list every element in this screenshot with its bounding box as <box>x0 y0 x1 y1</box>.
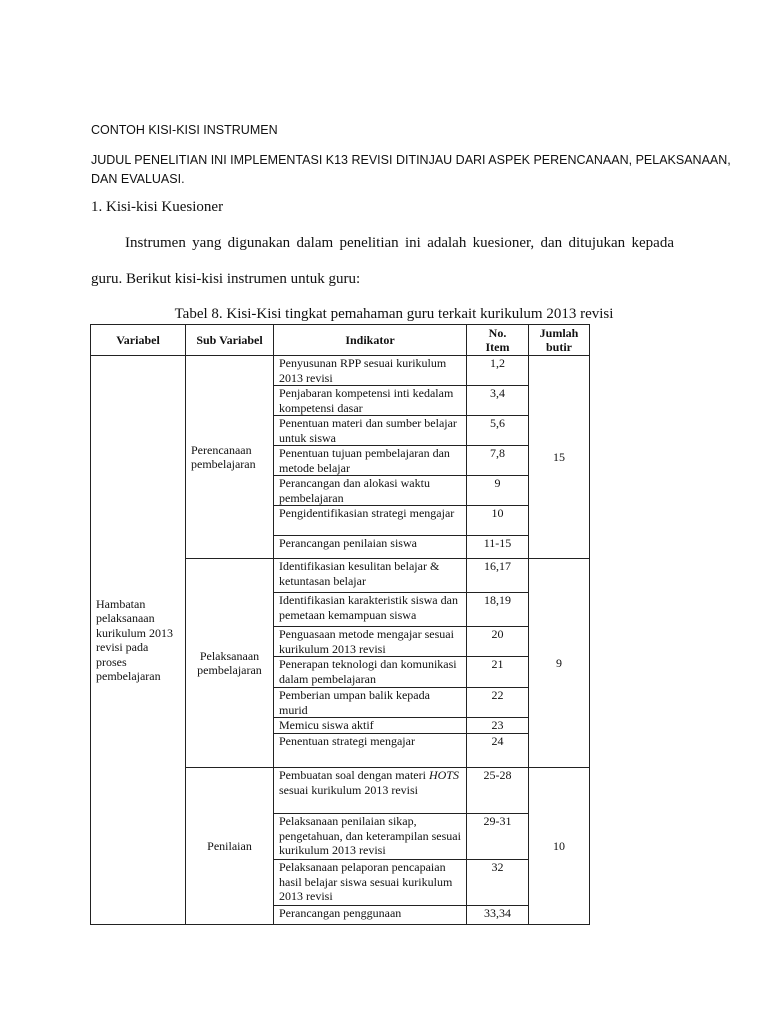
indikator-cell: Penerapan teknologi dan komunikasi dalam pembelajaran <box>274 657 467 688</box>
no-item-cell: 21 <box>467 657 529 688</box>
indikator-cell: Memicu siswa aktif <box>274 718 467 734</box>
table-caption: Tabel 8. Kisi-Kisi tingkat pemahaman guru terkait kurikulum 2013 revisi <box>174 306 614 322</box>
indikator-cell: Penyusunan RPP sesuai kurikulum 2013 revisi <box>274 356 467 386</box>
no-item-cell: 33,34 <box>467 906 529 925</box>
paragraph-line-1: Instrumen yang digunakan dalam penelitian ini adalah kuesioner, dan ditujukan kepada <box>125 235 674 251</box>
sub-variabel-pelaksanaan: Pelaksanaan pembelajaran <box>186 559 274 768</box>
jumlah-perencanaan: 15 <box>529 356 590 559</box>
no-item-cell: 29-31 <box>467 814 529 860</box>
no-item-cell: 22 <box>467 688 529 718</box>
sub-variabel-penilaian: Penilaian <box>186 768 274 925</box>
research-title-line-2: DAN EVALUASI. <box>91 172 185 186</box>
jumlah-pelaksanaan: 9 <box>529 559 590 768</box>
indikator-text: sesuai kurikulum 2013 revisi <box>279 782 418 797</box>
indikator-cell: Identifikasian kesulitan belajar & ketuntasan belajar <box>274 559 467 593</box>
no-item-cell: 24 <box>467 734 529 768</box>
indikator-cell: Identifikasian karakteristik siswa dan pemetaan kemampuan siswa <box>274 593 467 627</box>
header-no-item <box>467 325 529 356</box>
header-no-item-line-1: No. <box>488 325 507 340</box>
indikator-cell: Pelaksanaan penilaian sikap, pengetahuan, dan keterampilan sesuai kurikulum 2013 revisi <box>274 814 467 860</box>
header-sub-variabel: Sub Variabel <box>186 325 274 356</box>
indikator-cell: Penjabaran kompetensi inti kedalam kompetensi dasar <box>274 386 467 416</box>
research-title-line-1: JUDUL PENELITIAN INI IMPLEMENTASI K13 REVISI DITINJAU DARI ASPEK PERENCANAAN, PELAKSANAAN, <box>91 153 731 167</box>
no-item-cell: 10 <box>467 506 529 536</box>
sub-variabel-perencanaan: Perencanaan pembelajaran <box>186 356 274 559</box>
indikator-cell: Pelaksanaan pelaporan pencapaian hasil belajar siswa sesuai kurikulum 2013 revisi <box>274 860 467 906</box>
header-jumlah-butir <box>529 325 590 356</box>
indikator-emphasis: HOTS <box>428 768 459 782</box>
section-title: 1. Kisi-kisi Kuesioner <box>91 199 224 215</box>
header-jumlah-line-1: Jumlah <box>539 325 579 340</box>
indikator-cell: Perancangan dan alokasi waktu pembelajaran <box>274 476 467 506</box>
document-heading: CONTOH KISI-KISI INSTRUMEN <box>91 123 278 137</box>
no-item-cell: 11-15 <box>467 536 529 559</box>
indikator-cell: Penentuan materi dan sumber belajar untuk siswa <box>274 416 467 446</box>
no-item-cell: 3,4 <box>467 386 529 416</box>
header-no-item-line-2: Item <box>485 340 510 354</box>
no-item-cell: 5,6 <box>467 416 529 446</box>
header-variabel: Variabel <box>91 325 186 356</box>
indikator-cell: Pemberian umpan balik kepada murid <box>274 688 467 718</box>
no-item-cell: 32 <box>467 860 529 906</box>
no-item-cell: 1,2 <box>467 356 529 386</box>
paragraph-line-2: guru. Berikut kisi-kisi instrumen untuk guru: <box>91 271 361 287</box>
indikator-text: Pembuatan soal dengan materi <box>279 768 429 782</box>
indikator-cell: Penguasaan metode mengajar sesuai kurikulum 2013 revisi <box>274 627 467 657</box>
no-item-cell: 18,19 <box>467 593 529 627</box>
table-row <box>91 356 590 386</box>
no-item-cell: 23 <box>467 718 529 734</box>
indikator-cell: Pengidentifikasian strategi mengajar <box>274 506 467 536</box>
header-jumlah-line-2: butir <box>545 340 572 354</box>
jumlah-penilaian: 10 <box>529 768 590 925</box>
indikator-cell: Perancangan penggunaan <box>274 906 467 925</box>
indikator-cell <box>274 768 467 814</box>
header-indikator: Indikator <box>274 325 467 356</box>
indikator-cell: Perancangan penilaian siswa <box>274 536 467 559</box>
no-item-cell: 9 <box>467 476 529 506</box>
no-item-cell: 7,8 <box>467 446 529 476</box>
indikator-cell: Penentuan tujuan pembelajaran dan metode belajar <box>274 446 467 476</box>
no-item-cell: 20 <box>467 627 529 657</box>
kisi-kisi-table <box>90 324 590 925</box>
no-item-cell: 16,17 <box>467 559 529 593</box>
variabel-cell: Hambatan pelaksanaan kurikulum 2013 revisi pada proses pembelajaran <box>91 356 186 925</box>
indikator-cell: Penentuan strategi mengajar <box>274 734 467 768</box>
no-item-cell: 25-28 <box>467 768 529 814</box>
table-header-row <box>91 325 590 356</box>
